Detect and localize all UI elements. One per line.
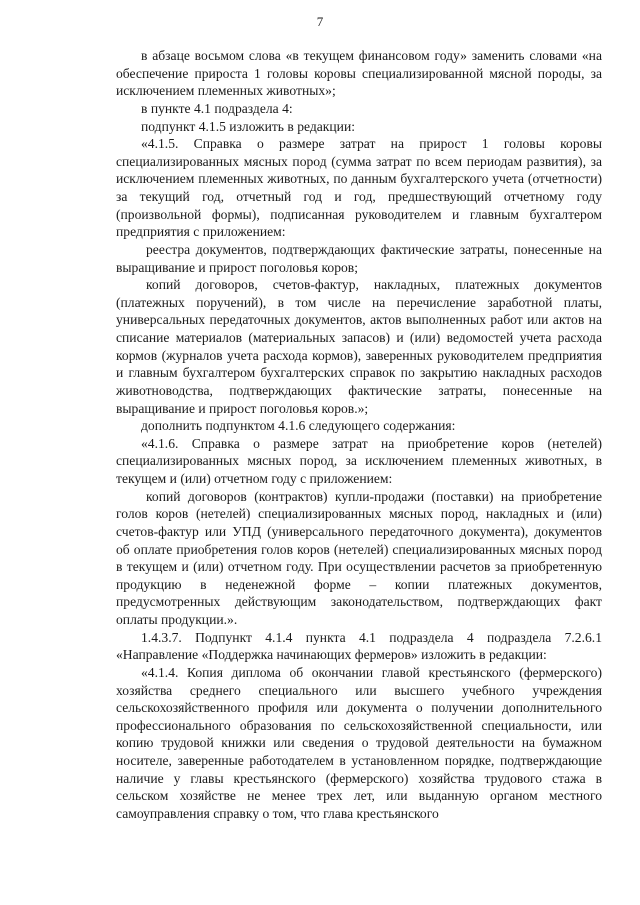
- page-number: 7: [316, 14, 324, 29]
- paragraph: 1.4.3.7. Подпункт 4.1.4 пункта 4.1 подраздела 4 подраздела 7.2.6.1 «Направление «Поддержка начинающих фермеров» изложить в редакции:: [116, 629, 602, 663]
- paragraph: реестра документов, подтверждающих фактические затраты, понесенные на выращивание и прирост поголовья коров;: [116, 241, 602, 275]
- paragraph: подпункт 4.1.5 изложить в редакции:: [141, 118, 356, 134]
- paragraph: в пункте 4.1 подраздела 4:: [141, 100, 293, 116]
- paragraph: дополнить подпунктом 4.1.6 следующего содержания:: [141, 418, 456, 434]
- document-body: [116, 47, 602, 823]
- paragraph: «4.1.5. Справка о размере затрат на прирост 1 головы коровы специализированных мясных пород (сумма затрат по всем периодам развития), за исключением племенных животных, по данным бухгалтерского учета (отчетности) за текущий год, отчетный год и год, предшествующий отчетному году (произвольной формы), подписанная руководителем и главным бухгалтером предприятия с приложением:: [116, 136, 602, 240]
- paragraph: «4.1.4. Копия диплома об окончании главой крестьянского (фермерского) хозяйства среднего специального или высшего учебного учреждения сельскохозяйственного профиля или документа о получении дополнительного профессионального образования по сельскохозяйственной специальности, или копию трудовой книжки или сведения о трудовой деятельности на бумажном носителе, заверенные работодателем в установленном порядке, подтверждающие наличие у главы крестьянского (фермерского) хозяйства трудового стажа в сельском хозяйстве не менее трех лет, или выданную органом местного самоуправления справку о том, что глава крестьянского: [116, 664, 602, 821]
- paragraph: копий договоров, счетов-фактур, накладных, платежных документов (платежных поручений), в том числе на перечисление заработной платы, универсальных передаточных документов, актов выполненных работ или актов на списание материалов (материальных запасов) и (или) ведомостей учета расхода кормов (журналов учета расхода кормов), заверенных руководителем предприятия и главным бухгалтером бухгалтерских справок по закрытию накладных расходов животноводства, подтверждающих фактические затраты, понесенные на выращивание и прирост поголовья коров.»;: [116, 277, 602, 416]
- paragraph: копий договоров (контрактов) купли-продажи (поставки) на приобретение голов коров (нетелей) специализированных мясных пород, накладных и (или) счетов-фактур или УПД (универсального передаточного документа), документов об оплате приобретения голов коров (нетелей) специализированных мясных пород в текущем и (или) отчетном году. При осуществлении расчетов за приобретенную продукцию в неденежной форме – копии платежных документов, предусмотренных действующим законодательством, подтверждающих факт оплаты продукции.».: [116, 488, 602, 627]
- paragraph: «4.1.6. Справка о размере затрат на приобретение коров (нетелей) специализированных мясных пород, за исключением племенных животных, в текущем и (или) отчетном году с приложением:: [116, 435, 602, 486]
- paragraph: в абзаце восьмом слова «в текущем финансовом году» заменить словами «на обеспечение прироста 1 головы коровы специализированной мясной породы, за исключением племенных животных»;: [116, 48, 602, 99]
